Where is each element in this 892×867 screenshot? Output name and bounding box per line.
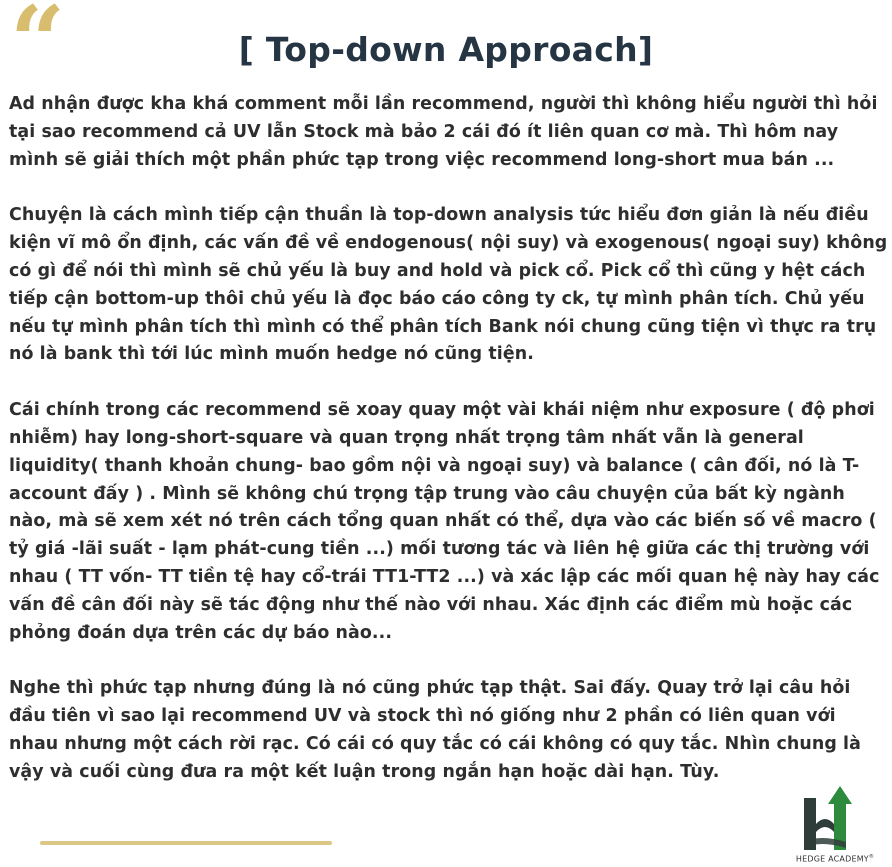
logo-text xyxy=(790,854,880,864)
hedge-academy-logo-icon xyxy=(790,784,880,854)
registered-mark: ® xyxy=(868,854,875,860)
hedge-academy-logo xyxy=(790,784,880,864)
paragraph-concepts: Cái chính trong các recommend sẽ xoay quay một vài khái niệm như exposure ( độ phơi nhiễm) hay long-short-square và quan trọng nhất trọng tâm nhất vẫn là general liquidity( thanh khoản chung- bao gồm nội và ngoại suy) và balance ( cân đối, nó là T-account đấy ) . Mình sẽ không chú trọng tập trung vào câu chuyện của bất kỳ ngành nào, mà sẽ xem xét nó trên cách tổng quan nhất có thể, dựa vào các biến số về macro ( tỷ giá -lãi suất - lạm phát-cung tiền ...) mối tương tác và liên hệ giữa các thị trường với nhau ( TT vốn- TT tiền tệ hay cổ-trái TT1-TT2 ...) và xác lập các mối quan hệ này hay các vấn đề cân đối này sẽ tác động như thế nào với nhau. Xác định các điểm mù hoặc các phỏng đoán dựa trên các dự báo nào... xyxy=(9,400,880,643)
logo-label: HEDGE ACADEMY xyxy=(795,854,869,864)
article-body xyxy=(9,91,889,815)
paragraph-intro: Ad nhận được kha khá comment mỗi lần recommend, người thì không hiểu người thì hỏi tại sao recommend cả UV lẫn Stock mà bảo 2 cái đó ít liên quan cơ mà. Thì hôm nay mình sẽ giải thích một phần phức tạp trong việc recommend long-short mua bán ... xyxy=(9,94,878,170)
divider-line xyxy=(40,841,332,845)
paragraph-approach: Chuyện là cách mình tiếp cận thuần là top-down analysis tức hiểu đơn giản là nếu điều kiện vĩ mô ổn định, các vấn đề về endogenous( nội suy) và exogenous( ngoại suy) không có gì để nói thì mình sẽ chủ yếu là buy and hold và pick cổ. Pick cổ thì cũng y hệt cách tiếp cận bottom-up thôi chủ yếu là đọc báo cáo công ty ck, tự mình phân tích. Chủ yếu nếu tự mình phân tích thì mình có thể phân tích Bank nói chung cũng tiện vì thực ra trụ nó là bank thì tới lúc mình muốn hedge nó cũng tiện. xyxy=(9,205,888,365)
paragraph-conclusion: Nghe thì phức tạp nhưng đúng là nó cũng phức tạp thật. Sai đấy. Quay trở lại câu hỏi đầu tiên vì sao lại recommend UV và stock thì nó giống như 2 phần có liên quan với nhau nhưng một cách rời rạc. Có cái có quy tắc có cái không có quy tắc. Nhìn chung là vậy và cuối cùng đưa ra một kết luận trong ngắn hạn hoặc dài hạn. Tùy. xyxy=(9,678,861,782)
quote-mark-icon: “ xyxy=(10,0,66,98)
page-title: [ Top-down Approach] xyxy=(238,30,654,69)
